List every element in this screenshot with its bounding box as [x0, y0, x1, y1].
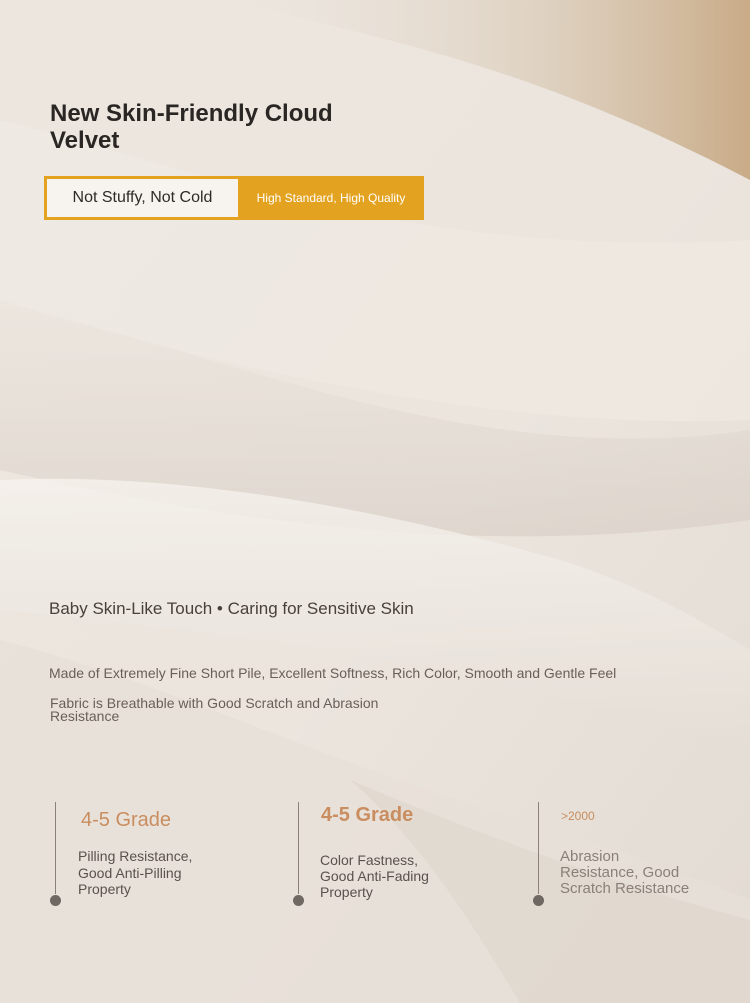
tag-right-label: High Standard, High Quality	[256, 191, 406, 205]
feature-value: 4-5 Grade	[321, 804, 414, 826]
bullet-dot-icon	[533, 895, 544, 906]
feature-description: Pilling Resistance, Good Anti-Pilling Property	[78, 848, 193, 897]
tag-banner	[44, 176, 424, 220]
feature-divider-line	[55, 802, 56, 894]
bullet-dot-icon	[293, 895, 304, 906]
feature-value: 4-5 Grade	[81, 809, 172, 831]
feature-description: Color Fastness, Good Anti-Fading Property	[320, 852, 429, 900]
feature-divider-line	[298, 802, 299, 894]
feature-description: Abrasion Resistance, Good Scratch Resistance	[560, 848, 690, 897]
page-title: New Skin-Friendly Cloud Velvet	[50, 100, 333, 154]
description-paragraph-1: Made of Extremely Fine Short Pile, Excellent Softness, Rich Color, Smooth and Gentle Feel	[49, 665, 617, 681]
bullet-dot-icon	[50, 895, 61, 906]
tag-left-label: Not Stuffy, Not Cold	[47, 179, 238, 217]
description-paragraph-2: Fabric is Breathable with Good Scratch and Abrasion Resistance	[50, 695, 379, 724]
feature-value: >2000	[561, 809, 595, 823]
subheading: Baby Skin-Like Touch • Caring for Sensitive Skin	[49, 599, 414, 618]
feature-divider-line	[538, 802, 539, 894]
